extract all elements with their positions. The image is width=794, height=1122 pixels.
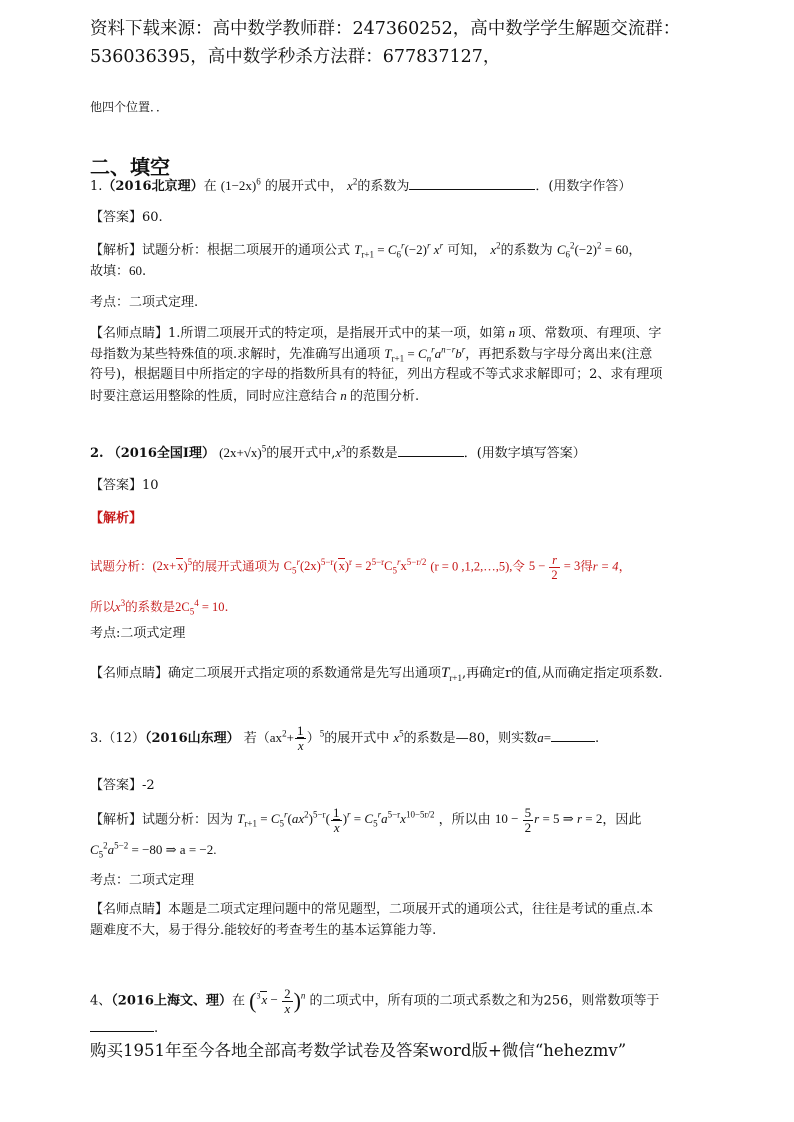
q4-expression: ($^3$x − $\frac{2}{x}$ )$^n$ (249, 986, 306, 1016)
q1-tip-line-3: 符号)，根据题目中所指定的字母的指数所具有的特征，列出方程或不等式求求解即可；2、求有理项 (90, 367, 663, 382)
q1-tip-line-1: 【名师点睛】1.所谓二项展开式的特定项，是指展开式中的某一项，如第 n 项、常数项、有理项、字 (90, 325, 662, 341)
q1-tip-line-2: 母指数为某些特殊值的项.求解时，先准确写出通项 $T_{r+1} = C_n^ra^{n-r}b^r$，再把系数与字母分离出来(注意 (90, 344, 653, 364)
q2-analysis-label: 【解析】 (90, 511, 143, 526)
q1-answer: 【答案】60. (90, 210, 163, 225)
q3-kaodian: 考点：二项式定理 (90, 873, 195, 888)
q1-analysis-line-2: 故填：60. (90, 263, 147, 279)
q2-analysis-line-2: 所以$x^3$的系数是$2C_5^4 = 10$. (90, 597, 229, 617)
q2-expression: $(2x+√x)^5$ (219, 443, 267, 460)
q3-tip-line-2: 题难度不大，易于得分.能较好的考查考生的基本运算能力等. (90, 923, 437, 938)
q2-tip: 【名师点睛】确定二项展开式指定项的系数通常是先写出通项$T_{r+1}$,再确定r的值,从而确定指定项系数. (90, 665, 663, 683)
q2-answer: 【答案】10 (90, 478, 159, 493)
q4-answer-blank (90, 1018, 154, 1032)
q1-general-term-formula: $T_{r+1} = C_6^r(-2)^r$ $x^r$ (354, 240, 444, 260)
q1-answer-blank (409, 176, 535, 190)
q3-analysis-line-1: 【解析】试题分析：因为 $T_{r+1} = C_5^r(ax^2)^{5-r}$( $\frac{1}{x}$ )$^r = C_5^ra^{5-r}x^{10-5r/2}$ ，所以由 10 − $\frac{5}{2}$ r = 5 ⇒ r = 2，因此 (90, 805, 642, 835)
q2-stem: 2. （2016全国Ⅰ理） $(2x+√x)^5$的展开式中$,x^3$的系数是 ．(用数字填写答案） (90, 443, 586, 461)
footer-ad: 购买1951年至今各地全部高考数学试卷及答案word版+微信“hehezmv” (90, 1041, 627, 1060)
q4-stem-line-2: . (90, 1018, 158, 1039)
q1-tip-line-4: 时要注意运用整除的性质，同时应注意结合 n 的范围分析. (90, 388, 420, 404)
q3-tip-line-1: 【名师点睛】本题是二项式定理问题中的常见题型，二项展开式的通项公式，往往是考试的重点.本 (90, 902, 654, 917)
section-title: 二、填空 (90, 155, 170, 179)
q2-analysis-line-1: 试题分析：$(2x+x)^5$的展开式通项为 $C_5^r(2x)^{5-r}(x)^r = 2^{5-r}C_5^rx^{5-r/2}$ (r = 0 ,1,2,…,5),令 5 − $\frac{r}{2}$ = 3得r = 4， (90, 553, 632, 582)
header-line-2: 536036395，高中数学秒杀方法群：677837127， (90, 47, 501, 67)
q1-analysis-line-1: 【解析】试题分析：根据二项展开的通项公式 $T_{r+1} = C_6^r(-2)^r$ $x^r$ 可知， $x^2$的系数为 $C_6^2(-2)^2 = 60$， (90, 240, 642, 260)
q2-kaodian: 考点:二项式定理 (90, 626, 186, 641)
q1-stem: 1.（2016北京理）在 $(1-2x)^6$ 的展开式中， $x^2$的系数为 ．(用数字作答） (90, 176, 632, 194)
q3-analysis-line-2: $C_5^2a^{5-2} = -80$ ⇒ a = −2. (90, 840, 217, 860)
q1-kaodian: 考点：二项式定理. (90, 295, 199, 310)
q1-expression: $(1-2x)^6$ (220, 176, 261, 193)
previous-fragment: 他四个位置．． (90, 100, 169, 114)
q1-coefficient-formula: $C_6^2(-2)^2 = 60$ (556, 240, 629, 260)
q3-stem: 3.（12）（2016山东理） 若（$ax^2+$ $\frac{1}{x}$ ）$^5$的展开式中 $x^5$的系数是—80，则实数a= . (90, 723, 600, 753)
q3-answer: 【答案】-2 (90, 778, 155, 793)
header-line-1: 资料下载来源：高中数学教师群：247360252，高中数学学生解题交流群： (90, 19, 681, 39)
q3-answer-blank (551, 728, 595, 742)
q3-fraction: $\frac{1}{x}$ (295, 724, 306, 753)
q4-stem: 4、（2016上海文、理）在 ($^3$x − $\frac{2}{x}$ )$^n$ 的二项式中，所有项的二项式系数之和为256，则常数项等于 (90, 986, 660, 1016)
q2-answer-blank (398, 443, 464, 457)
